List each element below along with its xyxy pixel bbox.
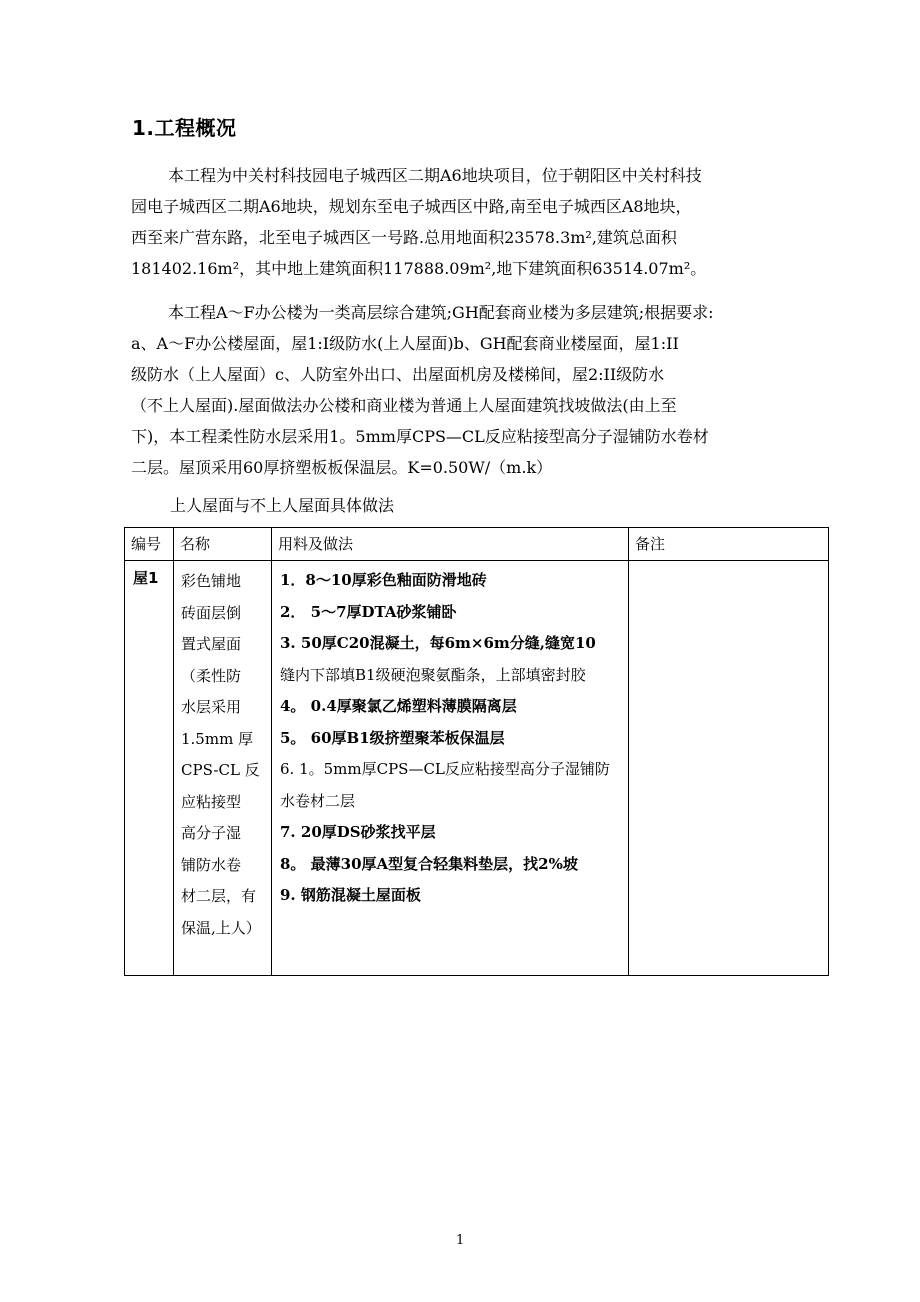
name-line: 砖面层倒 [181, 603, 242, 622]
paragraph-line: 二层。屋顶采用60厚挤塑板板保温层。K=0.50W/（m.k） [131, 458, 553, 477]
name-line: 材二层，有 [181, 887, 257, 905]
header-remark: 备注 [629, 528, 829, 561]
name-line: 1.5mm 厚 [181, 729, 254, 748]
name-line: 高分子湿 [181, 824, 242, 842]
step-line: 缝内下部填B1级硬泡聚氨酯条，上部填密封胶 [280, 665, 586, 684]
row-name [174, 561, 272, 976]
step-line: 5。 60厚B1级挤塑聚苯板保温层 [280, 728, 505, 747]
name-line: 置式屋面 [181, 635, 242, 653]
name-line: 彩色铺地 [181, 572, 242, 590]
name-line: 铺防水卷 [181, 855, 242, 874]
step-line: 2． 5～7厚DTA砂浆铺卧 [280, 602, 457, 621]
paragraph-line: 园电子城西区二期A6地块，规划东至电子城西区中路,南至电子城西区A8地块， [131, 197, 692, 216]
step-line: 8。 最薄30厚A型复合轻集料垫层，找2%坡 [280, 854, 578, 873]
step-line: 4。 0.4厚聚氯乙烯塑料薄膜隔离层 [280, 697, 517, 715]
roof-spec-table [124, 527, 829, 976]
paragraph-line: 级防水（上人屋面）c、人防室外出口、出屋面机房及楼梯间，屋2:II级防水 [131, 365, 665, 384]
step-line: 水卷材二层 [280, 791, 356, 810]
header-materials: 用料及做法 [272, 528, 629, 561]
step-line: 9. 钢筋混凝土屋面板 [280, 886, 421, 904]
project-overview-paragraph [131, 160, 803, 284]
paragraph-line: 本工程A～F办公楼为一类高层综合建筑;GH配套商业楼为多层建筑;根据要求: [168, 303, 714, 322]
header-code: 编号 [125, 528, 174, 561]
name-line: 应粘接型 [181, 792, 242, 811]
table-header-row [125, 528, 829, 561]
paragraph-line: 西至来广营东路，北至电子城西区一号路.总用地面积23578.3m²,建筑总面积 [131, 228, 677, 247]
paragraph-line: 下)，本工程柔性防水层采用1。5mm厚CPS—CL反应粘接型高分子湿铺防水卷材 [131, 427, 709, 446]
paragraph-line: （不上人屋面).屋面做法办公楼和商业楼为普通上人屋面建筑找坡做法(由上至 [131, 396, 677, 415]
row-materials [272, 561, 629, 976]
step-line: 7. 20厚DS砂浆找平层 [280, 823, 436, 841]
step-line: 1．8～10厚彩色釉面防滑地砖 [280, 571, 487, 589]
roof-requirements-paragraph [131, 297, 803, 483]
name-line: CPS-CL 反 [181, 761, 260, 779]
paragraph-line: a、A～F办公楼屋面，屋1:I级防水(上人屋面)b、GH配套商业楼屋面，屋1:II [131, 334, 679, 353]
row-remark [629, 561, 829, 976]
table-caption: 上人屋面与不上人屋面具体做法 [170, 496, 395, 515]
paragraph-line: 本工程为中关村科技园电子城西区二期A6地块项目，位于朝阳区中关村科技 [168, 166, 702, 185]
name-line: （柔性防 [181, 666, 242, 685]
section-heading: 1.工程概况 [132, 116, 237, 140]
paragraph-line: 181402.16m²，其中地上建筑面积117888.09m²,地下建筑面积63514.07m²。 [131, 259, 707, 278]
row-code: 屋1 [125, 561, 174, 976]
step-line: 3. 50厚C20混凝土，每6m×6m分缝,缝宽10 [280, 634, 596, 652]
name-line: 水层采用 [181, 698, 242, 716]
name-line: 保温,上人） [181, 918, 261, 937]
step-line: 6. 1。5mm厚CPS—CL反应粘接型高分子湿铺防 [280, 760, 610, 778]
header-name: 名称 [174, 528, 272, 561]
table-row [125, 561, 829, 976]
page-number: 1 [456, 1233, 465, 1248]
